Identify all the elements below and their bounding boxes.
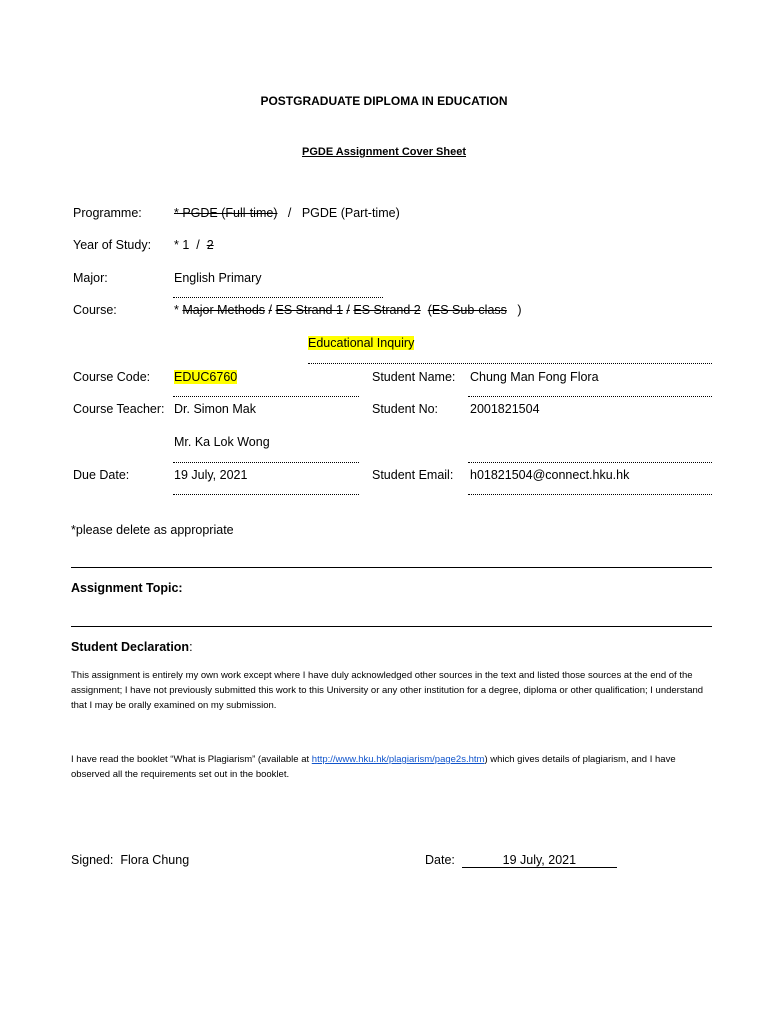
student-email-label: Student Email: bbox=[372, 468, 454, 482]
declaration-para2-post: ) which gives details of plagiarism, and I have observed all the requirements set out in the booklet. bbox=[71, 754, 676, 780]
student-name-value: Chung Man Fong Flora bbox=[470, 370, 599, 384]
student-email-underline bbox=[468, 494, 712, 495]
divider-2 bbox=[71, 626, 712, 627]
year-value bbox=[174, 238, 214, 252]
programme-fulltime-option: * PGDE (Full-time) bbox=[174, 206, 278, 220]
course-es-subclass: (ES Sub-class bbox=[427, 303, 507, 317]
student-name-label: Student Name: bbox=[372, 370, 456, 384]
date-line bbox=[425, 853, 617, 868]
signed-line bbox=[71, 853, 189, 867]
programme-value bbox=[174, 206, 400, 220]
student-email-value: h01821504@connect.hku.hk bbox=[470, 468, 630, 482]
delete-note: *please delete as appropriate bbox=[71, 523, 234, 537]
course-code-value bbox=[174, 370, 237, 384]
declaration-paragraph-2 bbox=[71, 752, 713, 782]
course-code-highlight: EDUC6760 bbox=[174, 370, 238, 384]
year-option-1: * 1 bbox=[174, 238, 190, 252]
declaration-para2-pre: I have read the booklet “What is Plagiarism” (available at bbox=[71, 754, 312, 765]
assignment-topic-label: Assignment Topic: bbox=[71, 581, 183, 595]
signed-label: Signed: bbox=[71, 853, 114, 867]
course-value bbox=[174, 303, 522, 317]
course-es-strand-1: ES Strand 1 bbox=[275, 303, 343, 317]
course-teacher-value-2: Mr. Ka Lok Wong bbox=[174, 435, 270, 449]
course-es-strand-2: ES Strand 2 bbox=[353, 303, 421, 317]
student-no-label: Student No: bbox=[372, 402, 439, 416]
student-name-underline bbox=[468, 396, 712, 397]
year-separator: / bbox=[196, 238, 200, 252]
programme-label: Programme: bbox=[73, 206, 142, 220]
major-underline bbox=[173, 297, 383, 298]
course-star: * bbox=[174, 303, 179, 317]
student-no-value: 2001821504 bbox=[470, 402, 540, 416]
document-subtitle: PGDE Assignment Cover Sheet bbox=[301, 146, 467, 158]
due-date-value: 19 July, 2021 bbox=[174, 468, 248, 482]
year-option-2: 2 bbox=[206, 238, 214, 252]
major-label: Major: bbox=[73, 271, 108, 285]
course-name bbox=[308, 336, 414, 350]
year-label: Year of Study: bbox=[73, 238, 152, 252]
course-teacher-value-1: Dr. Simon Mak bbox=[174, 402, 256, 416]
due-date-label: Due Date: bbox=[73, 468, 130, 482]
programme-parttime-option: PGDE (Part-time) bbox=[301, 206, 400, 220]
student-no-underline bbox=[468, 462, 712, 463]
date-value: 19 July, 2021 bbox=[462, 853, 617, 868]
student-declaration-label: Student Declaration bbox=[71, 640, 190, 654]
course-teacher-underline bbox=[173, 462, 359, 463]
plagiarism-link[interactable]: http://www.hku.hk/plagiarism/page2s.htm bbox=[311, 754, 485, 765]
declaration-paragraph-1: This assignment is entirely my own work except where I have duly acknowledged other sources in the text and listed those sources at the end of the assignment; I have not previously submitted this work to this University or any other institution for a degree, diploma or other qualification; I understand that I may be orally examined on my submission. bbox=[71, 670, 704, 711]
major-value: English Primary bbox=[174, 271, 262, 285]
course-sep2: / bbox=[346, 303, 350, 317]
course-close-paren: ) bbox=[517, 303, 522, 317]
signed-value: Flora Chung bbox=[120, 853, 190, 867]
student-declaration-colon: : bbox=[189, 640, 193, 654]
document-title: POSTGRADUATE DIPLOMA IN EDUCATION bbox=[260, 94, 508, 108]
course-name-underline bbox=[308, 363, 712, 364]
programme-separator: / bbox=[287, 206, 292, 220]
due-date-underline bbox=[173, 494, 359, 495]
divider-1 bbox=[71, 567, 712, 568]
course-major-methods: Major Methods bbox=[182, 303, 266, 317]
course-teacher-label: Course Teacher: bbox=[73, 402, 165, 416]
student-declaration-heading bbox=[71, 640, 193, 654]
course-name-highlight: Educational Inquiry bbox=[308, 336, 415, 350]
course-code-label: Course Code: bbox=[73, 370, 151, 384]
course-sep1: / bbox=[268, 303, 273, 317]
course-code-underline bbox=[173, 396, 359, 397]
course-label: Course: bbox=[73, 303, 117, 317]
date-label: Date: bbox=[425, 853, 455, 867]
